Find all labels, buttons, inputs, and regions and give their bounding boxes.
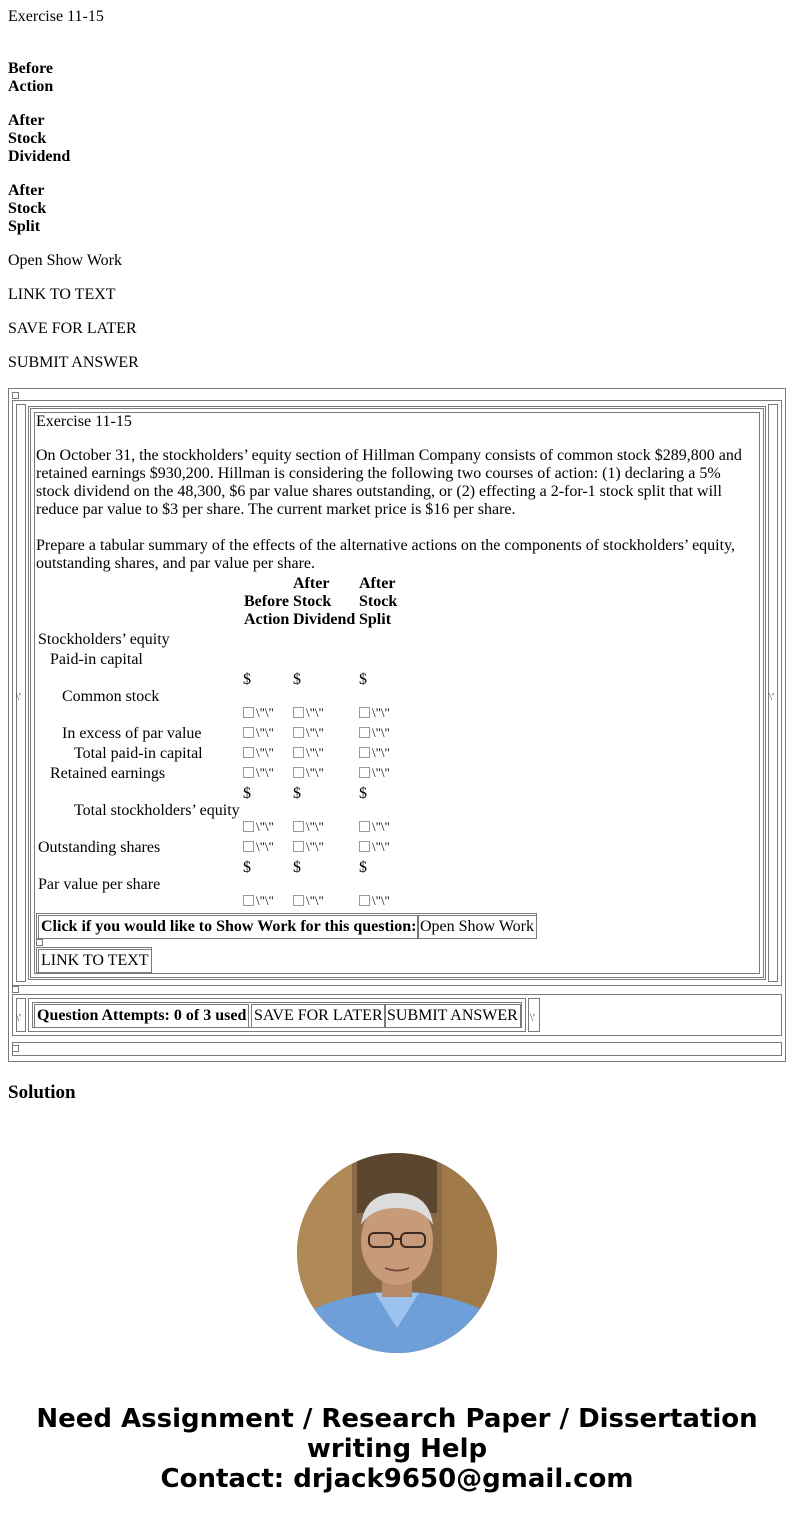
question-title: Exercise 11-15: [36, 413, 132, 430]
answer-input-total-se-before[interactable]: \"\": [243, 819, 279, 835]
header-before-action: Before Action: [8, 60, 54, 95]
collapse-toggle-top[interactable]: [12, 392, 19, 399]
row-label-outstanding-shares: Outstanding shares: [38, 839, 161, 856]
row-label-in-excess-of-par: In excess of par value: [62, 725, 202, 742]
row-label-common-stock: Common stock: [62, 688, 160, 705]
right-side-marker: \': [769, 691, 775, 703]
footer-line-1: Need Assignment / Research Paper / Dissertation: [36, 1404, 758, 1434]
bottom-empty-bar: [12, 1042, 782, 1056]
answer-input-total-se-dividend[interactable]: \"\": [293, 819, 329, 835]
left-side-marker: \': [16, 691, 22, 703]
currency-symbol: $: [359, 859, 367, 876]
answer-input-common-stock-split[interactable]: \"\": [359, 705, 395, 721]
avatar: [297, 1153, 497, 1353]
collapse-toggle-mid[interactable]: [36, 939, 43, 946]
row-label-paid-in-capital: Paid-in capital: [50, 651, 143, 668]
answer-input-in-excess-before[interactable]: \"\": [243, 725, 279, 741]
footer-line-2: writing Help: [306, 1434, 488, 1464]
currency-symbol: $: [359, 671, 367, 688]
answer-input-total-paid-in-dividend[interactable]: \"\": [293, 745, 329, 761]
currency-symbol: $: [243, 859, 251, 876]
open-show-work-button[interactable]: Open Show Work: [417, 915, 537, 939]
answer-input-outstanding-shares-dividend[interactable]: \"\": [293, 839, 329, 855]
answer-input-total-se-split[interactable]: \"\": [359, 819, 395, 835]
currency-symbol: $: [293, 859, 301, 876]
answer-input-outstanding-shares-split[interactable]: \"\": [359, 839, 395, 855]
link-to-text-link[interactable]: LINK TO TEXT: [8, 286, 116, 303]
column-header-after-stock-dividend: After Stock Dividend: [293, 575, 356, 628]
header-after-stock-dividend: After Stock Dividend: [8, 112, 71, 165]
link-to-text-button[interactable]: LINK TO TEXT: [38, 949, 152, 973]
currency-symbol: $: [359, 785, 367, 802]
currency-symbol: $: [243, 785, 251, 802]
row-label-stockholders-equity: Stockholders’ equity: [38, 631, 170, 648]
header-after-stock-split: After Stock Split: [8, 182, 47, 235]
save-for-later-button[interactable]: SAVE FOR LATER: [251, 1004, 386, 1028]
row-label-total-stockholders-equity: Total stockholders’ equity: [74, 802, 240, 819]
answer-input-retained-earnings-split[interactable]: \"\": [359, 765, 395, 781]
question-attempts: Question Attempts: 0 of 3 used: [34, 1004, 249, 1028]
column-header-after-stock-split: After Stock Split: [359, 575, 398, 628]
solution-heading: Solution: [8, 1082, 76, 1103]
currency-symbol: $: [243, 671, 251, 688]
answer-input-total-paid-in-before[interactable]: \"\": [243, 745, 279, 761]
answer-input-retained-earnings-before[interactable]: \"\": [243, 765, 279, 781]
answer-input-common-stock-before[interactable]: \"\": [243, 705, 279, 721]
submit-answer-link[interactable]: SUBMIT ANSWER: [8, 354, 139, 371]
collapse-toggle-footer[interactable]: [12, 1045, 19, 1052]
answer-input-retained-earnings-dividend[interactable]: \"\": [293, 765, 329, 781]
row-label-par-value-per-share: Par value per share: [38, 876, 161, 893]
answer-input-par-value-dividend[interactable]: \"\": [293, 893, 329, 909]
attempts-left-marker: \': [16, 1012, 22, 1024]
row-label-total-paid-in-capital: Total paid-in capital: [74, 745, 203, 762]
collapse-toggle-bottom[interactable]: [12, 986, 19, 993]
answer-input-outstanding-shares-before[interactable]: \"\": [243, 839, 279, 855]
page-title: Exercise 11-15: [8, 8, 104, 25]
column-header-before-action: Before Action: [244, 593, 290, 628]
row-label-retained-earnings: Retained earnings: [50, 765, 166, 782]
submit-answer-button[interactable]: SUBMIT ANSWER: [384, 1004, 521, 1028]
footer-contact: Contact: drjack9650@gmail.com: [160, 1464, 634, 1494]
question-paragraph-1: On October 31, the stockholders’ equity section of Hillman Company consists of common stock $289,800 and retained earnings $930,200. Hillman is considering the following two courses of action: (1) declaring a 5% stock dividend on the 48,300, $6 par value shares outstanding, or (2) effecting a 2-for-1 stock split that will reduce par value to $3 per share. The current market price is $16 per share.: [36, 447, 742, 518]
currency-symbol: $: [293, 785, 301, 802]
answer-input-in-excess-split[interactable]: \"\": [359, 725, 395, 741]
answer-input-in-excess-dividend[interactable]: \"\": [293, 725, 329, 741]
answer-input-common-stock-dividend[interactable]: \"\": [293, 705, 329, 721]
show-work-prompt: Click if you would like to Show Work for this question:: [38, 915, 419, 939]
attempts-right-marker: \': [530, 1012, 536, 1024]
open-show-work-link[interactable]: Open Show Work: [8, 252, 122, 269]
question-paragraph-2: Prepare a tabular summary of the effects of the alternative actions on the components of stockholders’ equity, outstanding shares, and par value per share.: [36, 537, 736, 572]
save-for-later-link[interactable]: SAVE FOR LATER: [8, 320, 137, 337]
answer-input-total-paid-in-split[interactable]: \"\": [359, 745, 395, 761]
currency-symbol: $: [293, 671, 301, 688]
answer-input-par-value-split[interactable]: \"\": [359, 893, 395, 909]
answer-input-par-value-before[interactable]: \"\": [243, 893, 279, 909]
